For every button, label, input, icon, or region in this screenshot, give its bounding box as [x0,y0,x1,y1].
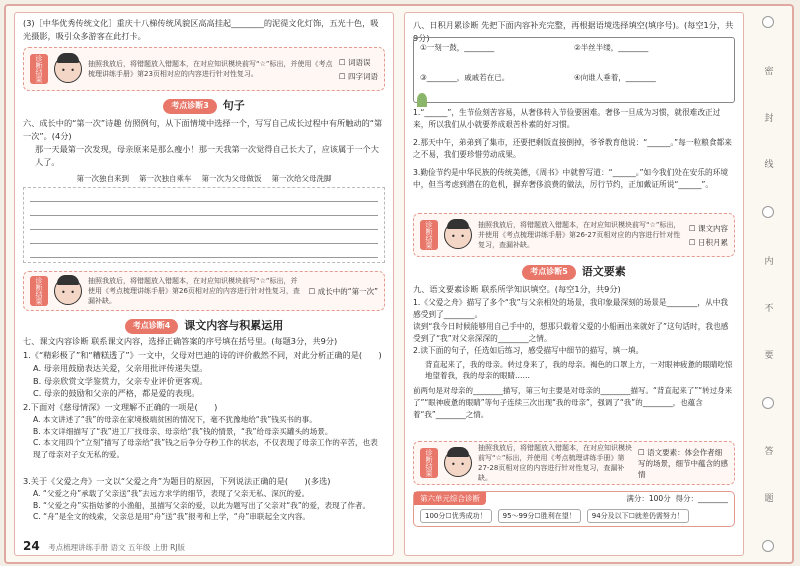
q7-1: 1.《“精彩极了”和“糟糕透了”》一文中，父母对巴迪的诗的评价截然不同，对此分析正确的是( ) [23,350,382,360]
option: C. “舟”是全文的线索，父亲总是用“舟”送“我”报考和上学，“舟”串联起全文内容。 [33,512,311,521]
q9-stem: 九、语文要素诊断 联系所学知识填空。(每空1分，共9分) [413,284,621,294]
diagnosis-text: 抽照我放后，将错题放入错题本，在对应知识模块前写“☆”标出，并使用《考点梳理讲练手册》第26页相对应的内容进行针对性复习，查漏补缺。 [88,277,300,305]
option: A. 本文讲述了“我”的母亲在家境极端贫困的情况下，毫不犹豫地给“我”钱买书的事。 [33,415,317,424]
check-item[interactable]: ☐ 语文要素：体会作者细写的场景，细节中蕴含的感情 [638,447,728,480]
option: B. 本文详细描写了“我”进工厂找母亲、母亲给“我”钱的情景，“我”给母亲买罐头的场景。 [33,426,333,436]
choice: 第一次独自乘车 [139,174,192,183]
diagnosis-text: 抽照我放后，将错题放入错题本，在对应知识模块前写“☆”标出，并使用《考点梳理讲练手册》第27-28页相对应的内容进行针对性复习，查漏补缺。 [478,444,632,482]
q8-item: ③________，戚戚若在已。 [420,73,510,82]
seal-char: 内 [762,256,773,266]
q8-item: ②半丝半缕，________ [574,43,649,52]
section-title: 句子 [222,99,245,112]
q7-stem: 七、课文内容诊断 联系课文内容，选择正确答案的序号填在括号里。(每题3分，共9分) [23,336,338,346]
answer-lines[interactable] [23,187,385,263]
choice: 第一次独自来到 [76,174,129,183]
q8-1: 1.“______”，生节俭刻苦容易，从奢侈转入节俭要困难。奢侈一旦成为习惯，就很难改正过来，所以我们从小就要养成艰苦朴素的好习惯。 [413,108,721,129]
score-title: 第六单元综合诊断 [414,492,486,505]
q8-item: ④向谁人垂着，________ [574,73,656,82]
q6-choices [23,173,385,186]
diagnosis-badge: 诊断结果 [30,54,48,84]
right-page [404,12,744,556]
seal-dot-icon [762,206,774,218]
option: A. “父爱之舟”承载了父亲送“我”去远方求学的细节，表现了父亲无私、深沉的爱。 [33,489,310,498]
q8-3: 3.勤俭节约是中华民族的传统美德，《周书》中就曾写道：“______。”如今我们处在安乐的环境中，但当考虑到潜在的危机，摒弃奢侈浪费的做法，厉行节约，正加戴证所说“______”。 [413,168,729,189]
check-item[interactable]: ☐ 词语误 [339,57,378,68]
seal-dot-icon [762,540,774,552]
option: A. 母亲用鼓励表达关爱，父亲用批评传递失望。 [33,363,208,373]
diagnosis-text: 抽照我放后，将错题放入错题本，在对应知识模块前写“☆”标出，并使用《考点梳理讲练手册》第26-27页相对应的内容进行针对性复习，查漏补缺。 [478,221,681,249]
seal-char: 题 [762,493,773,503]
diagnosis-text: 抽照我放后，将错题放入错题本，在对应知识模块前写“☆”标出，并使用《考点梳理讲练手册》第23页相对应的内容进行针对性复习。 [88,60,333,78]
option: C. 本文用四个“立刻”描写了母亲给“我”钱之后争分夺秒工作的状态，不仅表现了母亲工作的辛苦，也表现了母亲对子女无私的爱。 [33,438,378,459]
section-header-4 [23,319,385,334]
section-title: 语文要素 [581,265,626,278]
score-option[interactable]: 94分及以下☐就差仍需努力！ [587,509,689,523]
q5-item: (3)［中华优秀传统文化］重庆十八梯传统风貌区高高挂起________的泥徥文化灯饰，五光十色，吸光摄影，吸引众多游客在此打卡。 [23,18,379,41]
option: C. 母亲的鼓励和父亲的严格，都是爱的表现。 [33,388,200,398]
section-pill: 考点诊断3 [163,99,217,114]
choice: 第一次为父母做饭 [201,174,262,183]
choice: 第一次给父母洗脚 [271,174,332,183]
score-field[interactable]: 得分：________ [675,494,728,503]
diagnosis-box-1 [23,47,385,91]
page-footer [23,539,185,553]
seal-char: 答 [762,446,773,456]
q7-2-options [23,414,385,460]
q7-3-options [23,488,385,523]
diagnosis-checks [309,286,378,297]
girl-avatar-icon [444,449,472,477]
diagnosis-checks [689,223,728,248]
q9-2: 2.读下面的句子，任选如后练习，感受描写中细节的描写，填一填。 [413,346,644,355]
q8-box [413,37,735,103]
q6-example: 那一天最第一次发现，母亲原来是那么瘦小！那一天我第一次觉得自己长大了，应该属于一个大人了。 [35,144,379,167]
option: B. “父爱之舟”实指姑爹的小渔船，虽描写父亲的爱，以此为题写出了父亲对“我”的爱，表现了作者。 [33,500,371,510]
seal-char: 要 [762,349,773,359]
section-header-5 [413,265,735,280]
q8-item: ①一刻一鼓，________ [420,43,495,52]
q8-2: 2.那天中午，弟弟到了集市，还要把剩饭直接倒掉，爷爷教育他说：“______。”每一粒粮食都来之不易，我们要珍惜劳动成果。 [413,138,732,159]
page-number: 24 [23,539,40,553]
diagnosis-badge: 诊断结果 [420,220,438,250]
seal-char: 不 [762,302,773,312]
q7-1-options [23,362,385,400]
diagnosis-box-4 [413,441,735,485]
section-pill: 考点诊断5 [522,265,576,280]
footer-text: 考点梳理讲练手册 语文 五年级 上册 RJ版 [48,543,186,552]
lotus-icon [417,93,427,107]
check-item[interactable]: ☐ 日积月累 [689,237,728,248]
q6-stem: 六、成长中的“第一次”诗趣 仿照例句，从下面情境中选择一个，写写自己成长过程中有所触动的“第一次”。(4分) [23,118,383,141]
diagnosis-badge: 诊断结果 [420,448,438,478]
q9-2-answer: 前两句是对母亲的________描写，第三句主要是对母亲的________描写。“背直起来了”“转过身来了”“眼神疲惫的眼睛”等句子连续三次出现“我的母亲”，强调了“我”的________，也蕴含着“我”________之情。 [413,386,733,419]
seal-char: 密 [762,65,773,75]
diagnosis-box-2 [23,271,385,311]
left-page [14,12,394,556]
diagnosis-checks [638,447,728,480]
q9-2-text: 背直起来了，我的母亲。转过身来了，我的母亲。褐色的口罩上方，一对眼神疲惫的眼睛吃惊地望着我，我的母亲的眼睛…… [425,360,733,380]
seal-dot-icon [762,16,774,28]
diagnosis-checks [339,57,378,82]
check-item[interactable]: ☐ 课文内容 [689,223,728,234]
section-pill: 考点诊断4 [125,319,179,334]
diagnosis-box-3 [413,213,735,257]
score-box [413,491,735,527]
q9-1b: 读到“我今日时候能够用自己手中的，想那只载着父爱的小船画出来就好了”这句话时，我也感受到了“我”对父亲深深的________之情。 [413,322,729,343]
seal-line-strip [752,16,784,552]
score-option[interactable]: 100分☐优秀成功！ [420,509,492,523]
full-score: 满分：100分 [626,494,671,503]
girl-avatar-icon [444,221,472,249]
seal-dot-icon [762,397,774,409]
q7-3: 3.关于《父爱之舟》一文以“父爱之舟”为题目的原因，下列说法正确的是( )(多选) [23,476,331,486]
seal-char: 线 [762,159,773,169]
q8-stem: 八、日积月累诊断 先把下面内容补充完整，再根据语境选择填空(填序号)。(每空1分，共9分) [413,20,734,43]
score-options [414,505,734,527]
q7-2: 2.下面对《慈母情深》一文理解不正确的一项是( ) [23,402,218,412]
girl-avatar-icon [54,55,82,83]
option: B. 母亲欣赏文学鉴赏力，父亲专业评价更客观。 [33,375,208,386]
q9-1: 1.《父爱之舟》描写了多个“我”与父亲相处的场景，我印象最深刻的场景是________，从中我感受到了________。 [413,298,729,319]
seal-char: 封 [762,112,773,122]
worksheet-spread [4,4,794,564]
girl-avatar-icon [54,277,82,305]
section-title: 课文内容与积累运用 [184,319,284,332]
score-option[interactable]: 95～99分☐胜利在望！ [498,509,581,523]
diagnosis-badge: 诊断结果 [30,276,48,306]
check-item[interactable]: ☐ 成长中的“第一次” [309,286,378,297]
check-item[interactable]: ☐ 四字词语 [339,71,378,82]
section-header-3 [23,99,385,114]
